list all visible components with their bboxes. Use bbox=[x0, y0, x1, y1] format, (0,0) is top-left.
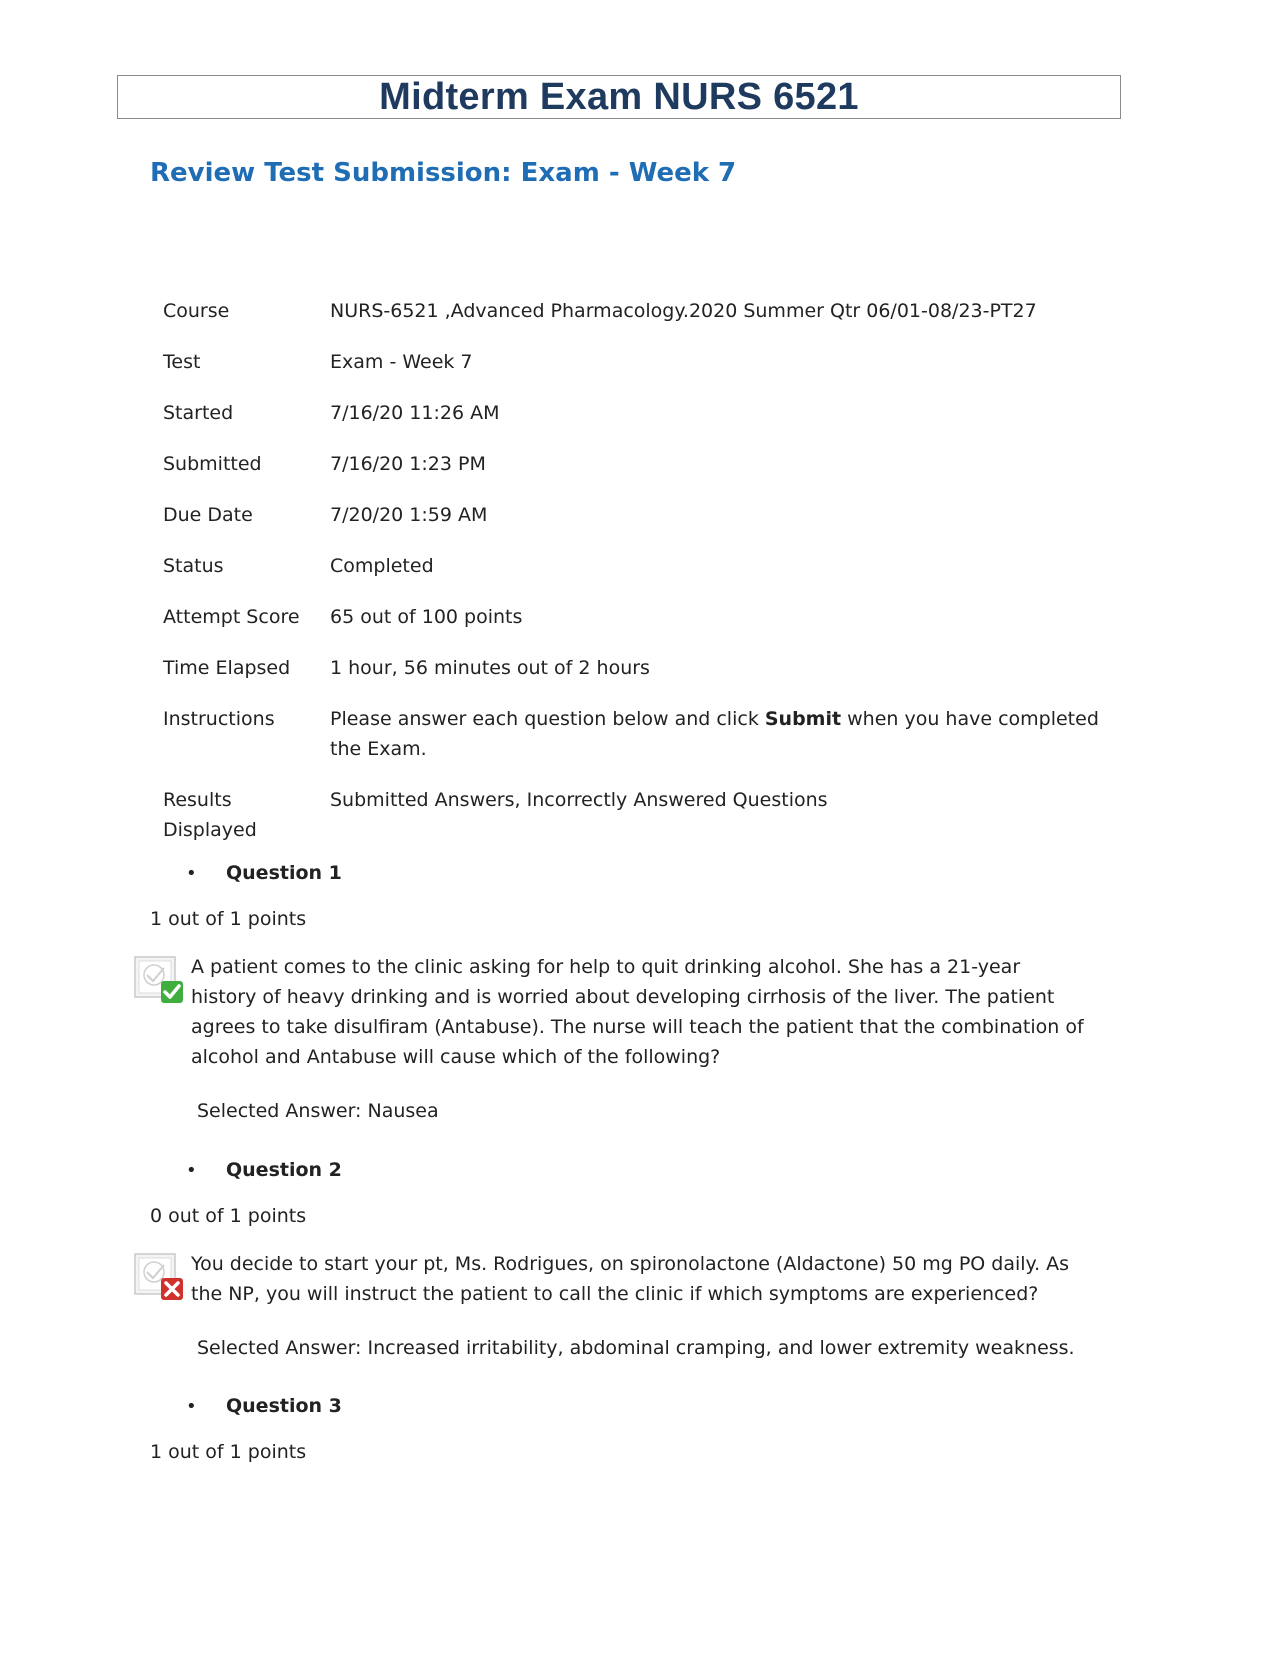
detail-value: NURS-6521 ,Advanced Pharmacology.2020 Summer Qtr 06/01-08/23-PT27 bbox=[330, 300, 1037, 322]
detail-label: Attempt Score bbox=[163, 606, 300, 628]
selected-answer-value: Nausea bbox=[367, 1100, 439, 1122]
question-body bbox=[150, 1249, 1091, 1309]
selected-answer bbox=[197, 1333, 1110, 1363]
detail-row-submitted bbox=[163, 449, 1123, 479]
detail-value: Completed bbox=[330, 555, 434, 577]
detail-label: Instructions bbox=[163, 708, 275, 730]
question-points: 1 out of 1 points bbox=[150, 1441, 307, 1463]
question-points: 0 out of 1 points bbox=[150, 1205, 307, 1227]
selected-answer-label: Selected Answer: bbox=[197, 1100, 362, 1122]
detail-label: Course bbox=[163, 300, 230, 322]
question-heading bbox=[186, 858, 1110, 888]
question-2 bbox=[150, 1155, 1110, 1363]
bullet: • bbox=[186, 862, 197, 884]
detail-row-due-date bbox=[163, 500, 1123, 530]
bullet: • bbox=[186, 1395, 197, 1417]
detail-value: 1 hour, 56 minutes out of 2 hours bbox=[330, 657, 650, 679]
selected-answer-label: Selected Answer: bbox=[197, 1337, 362, 1359]
detail-label: Test bbox=[163, 351, 201, 373]
selected-answer-value: Increased irritability, abdominal cramping, and lower extremity weakness. bbox=[367, 1337, 1075, 1359]
detail-value: Submitted Answers, Incorrectly Answered Questions bbox=[330, 789, 828, 811]
detail-row-course bbox=[163, 296, 1123, 326]
document-title-box bbox=[117, 75, 1121, 119]
instructions-text bbox=[330, 704, 1123, 764]
question-heading bbox=[186, 1391, 1110, 1421]
detail-label: Started bbox=[163, 402, 234, 424]
submission-details bbox=[163, 296, 1123, 866]
detail-value: 7/16/20 1:23 PM bbox=[330, 453, 486, 475]
detail-value: 7/20/20 1:59 AM bbox=[330, 504, 488, 526]
document-title: Midterm Exam NURS 6521 bbox=[379, 76, 859, 118]
detail-row-time-elapsed bbox=[163, 653, 1123, 683]
question-3 bbox=[150, 1391, 1110, 1467]
question-title: Question 1 bbox=[226, 862, 342, 884]
question-body bbox=[150, 952, 1091, 1072]
question-1 bbox=[150, 858, 1110, 1126]
detail-value: 65 out of 100 points bbox=[330, 606, 523, 628]
selected-answer bbox=[197, 1096, 1110, 1126]
question-text: A patient comes to the clinic asking for help to quit drinking alcohol. She has a 21-year history of heavy drinking and is worried about developing cirrhosis of the liver. The patient agrees to take disulfiram (Antabuse). The nurse will teach the patient that the combination of alcohol and Antabuse will cause which of the following? bbox=[191, 956, 1084, 1068]
detail-row-test bbox=[163, 347, 1123, 377]
detail-row-instructions bbox=[163, 704, 1123, 764]
incorrect-x-icon bbox=[134, 1251, 186, 1303]
page-subtitle: Review Test Submission: Exam - Week 7 bbox=[150, 158, 737, 188]
detail-row-attempt-score bbox=[163, 602, 1123, 632]
instructions-before: Please answer each question below and click bbox=[330, 708, 765, 730]
correct-check-icon bbox=[134, 954, 186, 1006]
detail-label: Status bbox=[163, 555, 224, 577]
detail-label: Submitted bbox=[163, 453, 262, 475]
detail-row-started bbox=[163, 398, 1123, 428]
question-title: Question 3 bbox=[226, 1395, 342, 1417]
question-points: 1 out of 1 points bbox=[150, 908, 307, 930]
instructions-submit-word: Submit bbox=[764, 708, 842, 730]
detail-value: 7/16/20 11:26 AM bbox=[330, 402, 500, 424]
question-title: Question 2 bbox=[226, 1159, 342, 1181]
detail-label: Results Displayed bbox=[163, 789, 257, 841]
detail-row-status bbox=[163, 551, 1123, 581]
instructions-after: when you have completed the Exam. bbox=[330, 708, 1099, 760]
bullet: • bbox=[186, 1159, 197, 1181]
detail-value: Exam - Week 7 bbox=[330, 351, 473, 373]
question-heading bbox=[186, 1155, 1110, 1185]
detail-label: Time Elapsed bbox=[163, 657, 291, 679]
detail-label: Due Date bbox=[163, 504, 253, 526]
detail-row-results-displayed bbox=[163, 785, 1123, 845]
question-text: You decide to start your pt, Ms. Rodrigues, on spironolactone (Aldactone) 50 mg PO daily. As the NP, you will instruct the patient to call the clinic if which symptoms are experienced? bbox=[191, 1253, 1070, 1305]
